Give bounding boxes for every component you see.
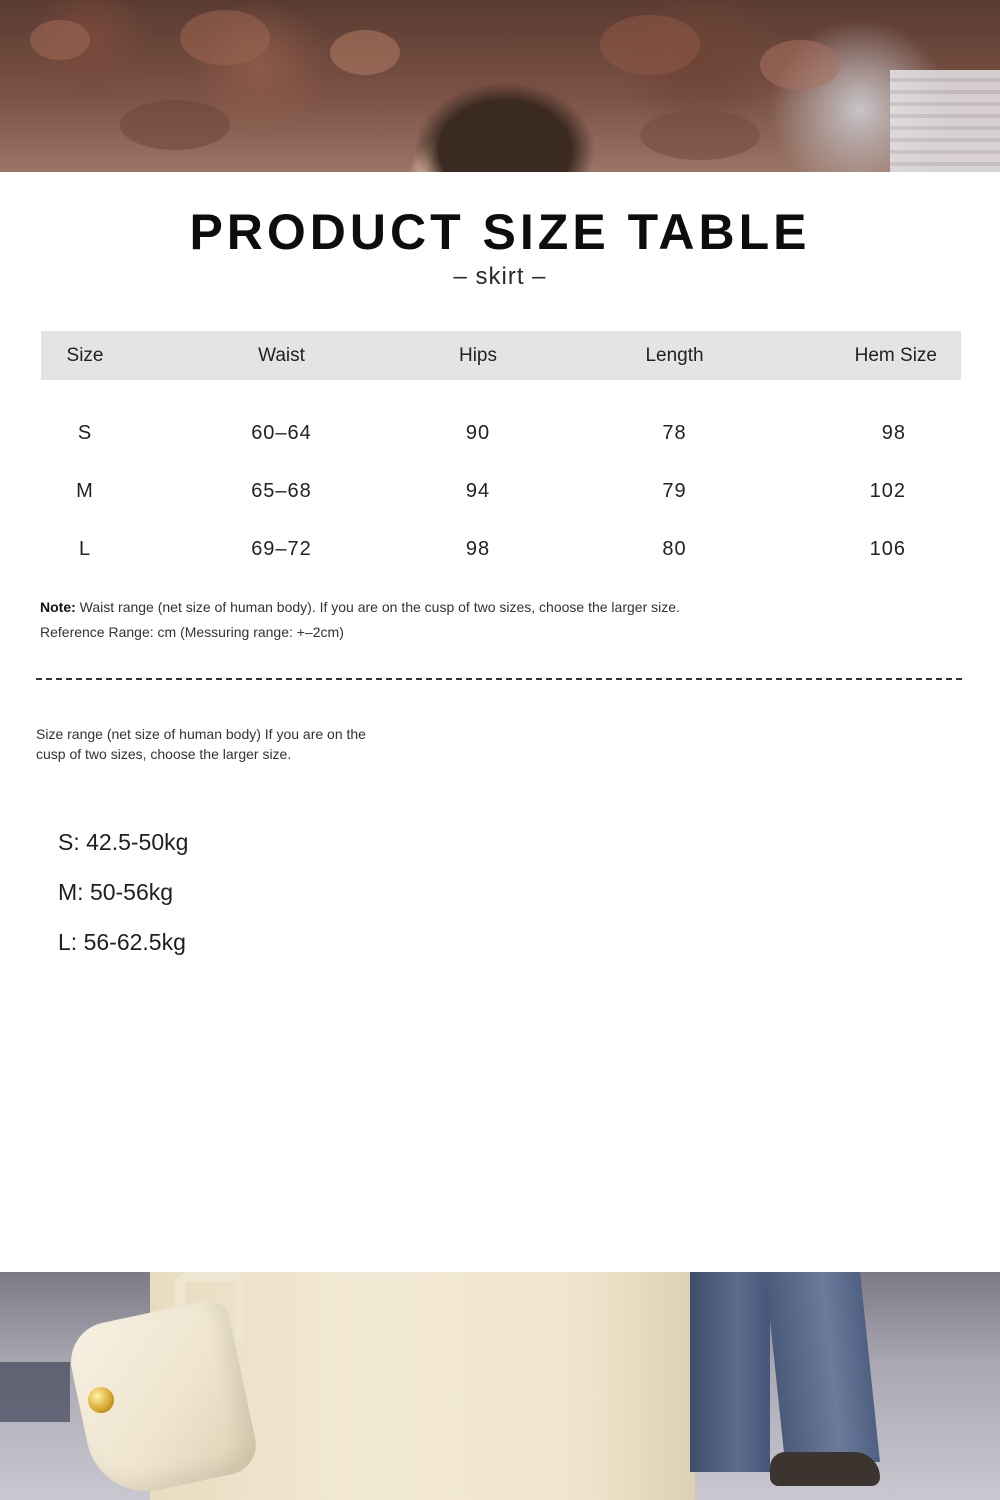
table-cell-size: S [77, 421, 93, 444]
table-row [41, 380, 961, 462]
table-row [41, 462, 961, 520]
table-cell-waist: 69–72 [251, 537, 312, 560]
shoe [770, 1452, 880, 1486]
foliage-shape [600, 15, 700, 75]
table-cell-length: 78 [662, 421, 687, 444]
reference-range: Reference Range: cm (Messuring range: +–2cm) [40, 624, 344, 640]
table-cell-hips: 94 [465, 479, 491, 502]
column-header-size: Size [66, 344, 104, 366]
size-range-info: Size range (net size of human body) If you are on the cusp of two sizes, choose the larger size. [36, 726, 366, 762]
note-text: Waist range (net size of human body). If you are on the cusp of two sizes, choose the larger size. [75, 599, 680, 615]
column-header-hem-size: Hem Size [854, 344, 937, 366]
bottom-photo [0, 1272, 1000, 1500]
table-cell-size: L [78, 537, 92, 560]
foliage-shape [30, 20, 90, 60]
foliage-shape [760, 40, 840, 90]
column-header-waist: Waist [258, 344, 305, 366]
table-cell-waist: 60–64 [251, 421, 312, 444]
table-cell-hem-size: 106 [869, 537, 906, 560]
dashed-divider [36, 678, 962, 680]
jeans-leg [690, 1272, 770, 1472]
table-cell-length: 79 [662, 479, 687, 502]
table-cell-hips: 98 [465, 537, 491, 560]
column-header-length: Length [645, 344, 704, 366]
background-shadow [0, 1362, 70, 1422]
foliage-shape [180, 10, 270, 65]
table-cell-hem-size: 102 [869, 479, 906, 502]
note-line [40, 595, 680, 620]
table-header-row [41, 331, 961, 380]
note-label: Note: [40, 599, 76, 615]
table-cell-size: M [76, 479, 94, 502]
page-subtitle: – skirt – [453, 263, 547, 290]
weight-item-s: S: 42.5-50kg [58, 829, 189, 855]
column-header-hips: Hips [458, 344, 497, 366]
jeans-leg [765, 1272, 880, 1462]
building-window [890, 70, 1000, 172]
table-cell-hips: 90 [465, 421, 491, 444]
table-row [41, 520, 961, 578]
bag-clasp [88, 1387, 114, 1413]
foliage-shape [330, 30, 400, 75]
weight-item-m: M: 50-56kg [58, 879, 174, 905]
foliage-shape [640, 110, 760, 160]
page-title: PRODUCT SIZE TABLE [189, 204, 811, 260]
top-photo [0, 0, 1000, 172]
table-cell-length: 80 [662, 537, 687, 560]
weight-item-l: L: 56-62.5kg [58, 929, 186, 955]
size-chart-card [0, 172, 1000, 1272]
weight-guide [58, 817, 188, 967]
table-cell-waist: 65–68 [251, 479, 312, 502]
size-table [41, 331, 961, 578]
size-note [40, 595, 680, 645]
foliage-shape [120, 100, 230, 150]
table-cell-hem-size: 98 [881, 421, 906, 444]
